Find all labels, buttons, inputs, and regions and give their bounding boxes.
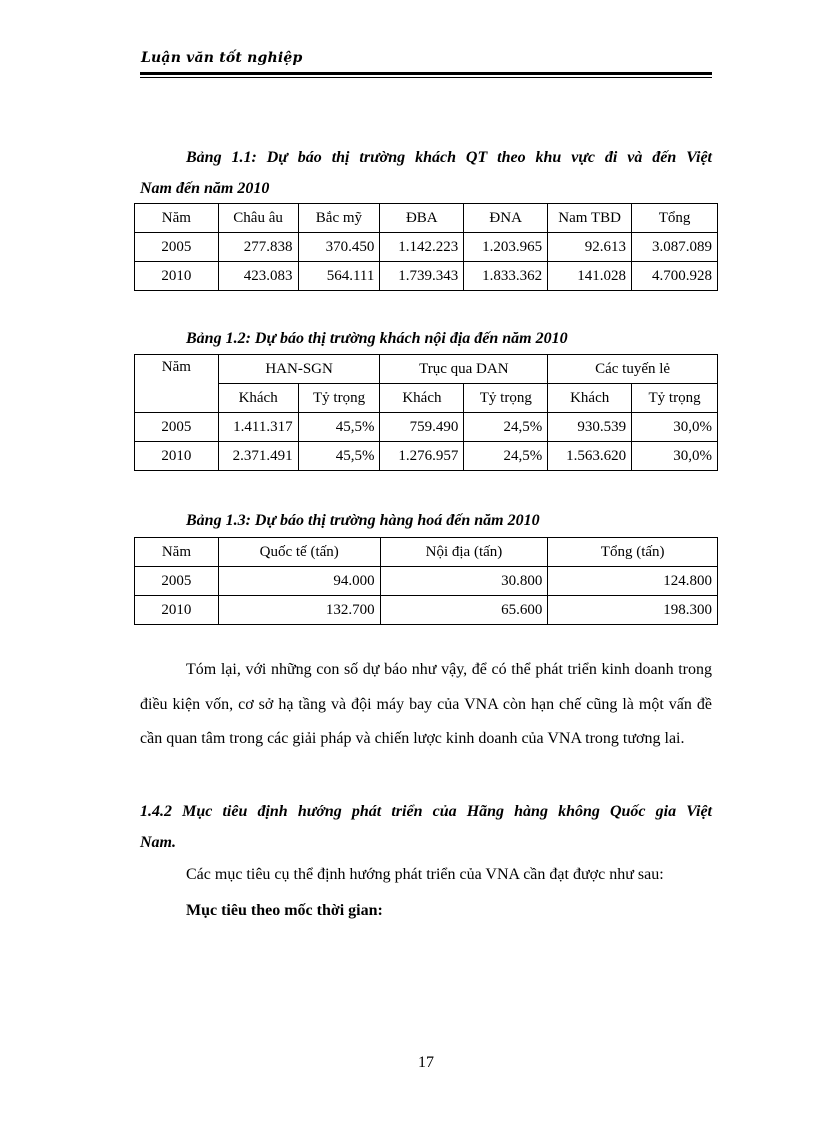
table-row [135,233,718,262]
header-rule-thick [140,72,712,75]
table-row [135,596,718,625]
table-cell: 198.300 [548,596,718,625]
table-cell: 370.450 [298,233,380,262]
table-cell: 1.563.620 [548,442,632,471]
section-heading-line1: 1.4.2 Mục tiêu định hướng phát triển của Hãng hàng không Quốc gia Việt [140,803,712,820]
table-cell: 1.411.317 [218,413,298,442]
table-cell: 132.700 [218,596,380,625]
table-cell: 423.083 [218,262,298,291]
table-row [135,413,718,442]
table3-cargo [134,537,718,625]
summary-paragraph [140,653,712,757]
table-cell: 2.371.491 [218,442,298,471]
table-header-cell: Tỷ trọng [298,384,380,413]
table-cell: 930.539 [548,413,632,442]
summary-text: Tóm lại, với những con số dự báo như vậy, để có thể phát triển kinh doanh trong điều kiện vốn, cơ sở hạ tầng và đội máy bay của VNA còn hạn chế cũng là một vấn đề cần quan tâm trong các giải pháp và chiến lược kinh doanh của VNA trong tương lai. [140,661,712,747]
table-cell: 24,5% [464,413,548,442]
table-header-cell: Châu âu [218,204,298,233]
table-subheader-row [135,384,718,413]
table-header-row [135,538,718,567]
table-cell: 3.087.089 [632,233,718,262]
table-cell: 564.111 [298,262,380,291]
table-cell: 1.739.343 [380,262,464,291]
table-header-cell: Nam TBD [548,204,632,233]
table-header-cell: Tỷ trọng [464,384,548,413]
table-cell: 277.838 [218,233,298,262]
table-header-cell: Bắc mỹ [298,204,380,233]
table-group-header: Các tuyến lẻ [548,355,718,384]
table-cell: 1.203.965 [464,233,548,262]
table2-domestic-passengers [134,354,718,471]
table-cell: 65.600 [380,596,548,625]
table-cell: 2005 [135,413,219,442]
table-cell: 45,5% [298,413,380,442]
section-intro: Các mục tiêu cụ thể định hướng phát triển của VNA cần đạt được như sau: [186,866,664,883]
page-number: 17 [418,1054,434,1071]
section-subheading: Mục tiêu theo mốc thời gian: [186,902,383,919]
table-cell: 759.490 [380,413,464,442]
table-header-cell: ĐNA [464,204,548,233]
table-cell: 2010 [135,596,219,625]
table1-international-passengers [134,203,718,291]
table3-caption: Bảng 1.3: Dự báo thị trường hàng hoá đến năm 2010 [186,512,540,529]
table1-caption [140,142,712,204]
table-header-row [135,204,718,233]
table-header-cell: Tổng [632,204,718,233]
section-heading-line2: Nam. [140,834,176,851]
section-heading [140,796,712,858]
table2-caption: Bảng 1.2: Dự báo thị trường khách nội địa đến năm 2010 [186,330,568,347]
table-cell: 45,5% [298,442,380,471]
table-header-cell: Khách [218,384,298,413]
table1-caption-line1: Bảng 1.1: Dự báo thị trường khách QT theo khu vực đi và đến Việt [186,149,712,166]
table-cell: 1.142.223 [380,233,464,262]
running-header: Luận văn tốt nghiệp [141,50,303,66]
table-cell: 2005 [135,233,219,262]
table-header-cell: Nội địa (tấn) [380,538,548,567]
table-header-cell: Năm [135,355,219,413]
table-header-cell: Khách [380,384,464,413]
table-cell: 124.800 [548,567,718,596]
table-header-cell: Khách [548,384,632,413]
table-cell: 141.028 [548,262,632,291]
table-cell: 2010 [135,442,219,471]
table-header-row [135,355,718,384]
table-cell: 92.613 [548,233,632,262]
table-cell: 30,0% [632,413,718,442]
table-header-cell: ĐBA [380,204,464,233]
table-group-header: HAN-SGN [218,355,380,384]
table1-caption-line2: Nam đến năm 2010 [140,180,270,197]
table-header-cell: Năm [135,538,219,567]
table-cell: 1.833.362 [464,262,548,291]
table-cell: 2005 [135,567,219,596]
table-cell: 4.700.928 [632,262,718,291]
table-header-cell: Quốc tế (tấn) [218,538,380,567]
header-rule-thin [140,77,712,78]
table-row [135,262,718,291]
table-row [135,442,718,471]
table-row [135,567,718,596]
table-cell: 30,0% [632,442,718,471]
table-header-cell: Tổng (tấn) [548,538,718,567]
table-cell: 2010 [135,262,219,291]
table-header-cell: Năm [135,204,219,233]
table-group-header: Trục qua DAN [380,355,548,384]
table-cell: 30.800 [380,567,548,596]
table-header-cell: Tỷ trọng [632,384,718,413]
table-cell: 94.000 [218,567,380,596]
table-cell: 1.276.957 [380,442,464,471]
table-cell: 24,5% [464,442,548,471]
